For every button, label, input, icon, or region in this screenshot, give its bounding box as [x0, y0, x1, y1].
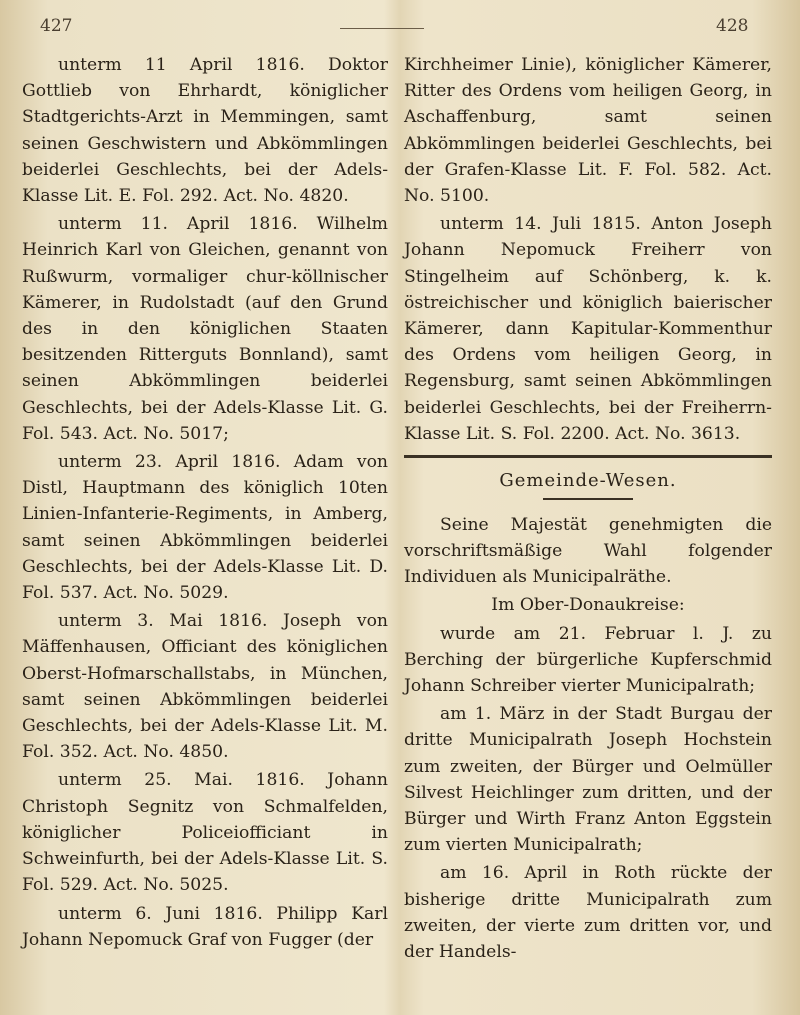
- entry-paragraph: unterm 3. Mai 1816. Joseph von Mäffenhausen, Officiant des königlichen Oberst-Hofmarschallstabs, in München, samt seinen Abkömmlingen beiderlei Geschlechts, bei der Adels-Klasse Lit. M. Fol. 352. Act. No. 4850.: [22, 611, 388, 763]
- entry-continuation: Kirchheimer Linie), königlicher Kämerer, Ritter des Ordens vom heiligen Georg, in Aschaffenburg, samt seinen Abkömmlingen beiderlei Geschlechts, bei der Grafen-Klasse Lit. F. Fol. 582. Act. No. 5100.: [404, 55, 772, 207]
- right-page-number: 428: [716, 16, 749, 36]
- right-column: [404, 52, 772, 967]
- page-header: [0, 0, 800, 40]
- section-title: Gemeinde-Wesen.: [499, 470, 677, 492]
- entry-paragraph: unterm 11 April 1816. Doktor Gottlieb von Ehrhardt, königlicher Stadtgerichts-Arzt in Memmingen, samt seinen Geschwistern und Abkömmlingen beiderlei Geschlechts, bei der Adels-Klasse Lit. E. Fol. 292. Act. No. 4820.: [22, 55, 388, 207]
- section-intro: Seine Majestät genehmigten die vorschriftsmäßige Wahl folgender Individuen als Municipalräthe.: [404, 514, 772, 588]
- election-entry: am 16. April in Roth rückte der bisherige dritte Municipalrath zum zweiten, der vierte zum dritten vor, und der Handels-: [404, 863, 772, 962]
- entry-paragraph: unterm 11. April 1816. Wilhelm Heinrich Karl von Gleichen, genannt von Rußwurm, vormaliger chur-köllnischer Kämerer, in Rudolstadt (auf den Grund des in den königlichen Staaten besitzenden Ritterguts Bonnland), samt seinen Abkömmlingen beiderlei Geschlechts, bei der Adels-Klasse Lit. G. Fol. 543. Act. No. 5017;: [22, 214, 388, 444]
- election-entry: am 1. März in der Stadt Burgau der dritte Municipalrath Joseph Hochstein zum zweiten, der Bürger und Oelmüller Silvest Heichlinger zum dritten, und der Bürger und Wirth Franz Anton Eggstein zum vierten Municipalrath;: [404, 704, 772, 856]
- election-entry: wurde am 21. Februar l. J. zu Berching der bürgerliche Kupferschmid Johann Schreiber vierter Municipalrath;: [404, 623, 772, 696]
- entry-paragraph: unterm 14. Juli 1815. Anton Joseph Johann Nepomuck Freiherr von Stingelheim auf Schönberg, k. k. östreichischer und königlich baierischer Kämerer, dann Kapitular-Kommenthur des Ordens vom heiligen Georg, in Regensburg, samt seinen Abkömmlingen beiderlei Geschlechts, bei der Freiherrn-Klasse Lit. S. Fol. 2200. Act. No. 3613.: [404, 214, 772, 444]
- header-rule: [340, 28, 424, 29]
- section-divider: [404, 455, 772, 458]
- left-page-number: 427: [40, 16, 73, 36]
- entry-paragraph: unterm 23. April 1816. Adam von Distl, Hauptmann des königlich 10ten Linien-Infanterie-Regiments, in Amberg, samt seinen Abkömmlingen beiderlei Geschlechts, bei der Adels-Klasse Lit. D. Fol. 537. Act. No. 5029.: [22, 452, 388, 604]
- title-underline: [543, 498, 633, 500]
- entry-paragraph: unterm 25. Mai. 1816. Johann Christoph Segnitz von Schmalfelden, königlicher Policeiofficiant in Schweinfurth, bei der Adels-Klasse Lit. S. Fol. 529. Act. No. 5025.: [22, 770, 388, 896]
- left-column: [22, 52, 388, 955]
- entry-paragraph: unterm 6. Juni 1816. Philipp Karl Johann Nepomuck Graf von Fugger (der: [22, 903, 388, 950]
- region-heading: Im Ober-Donaukreise:: [491, 595, 685, 616]
